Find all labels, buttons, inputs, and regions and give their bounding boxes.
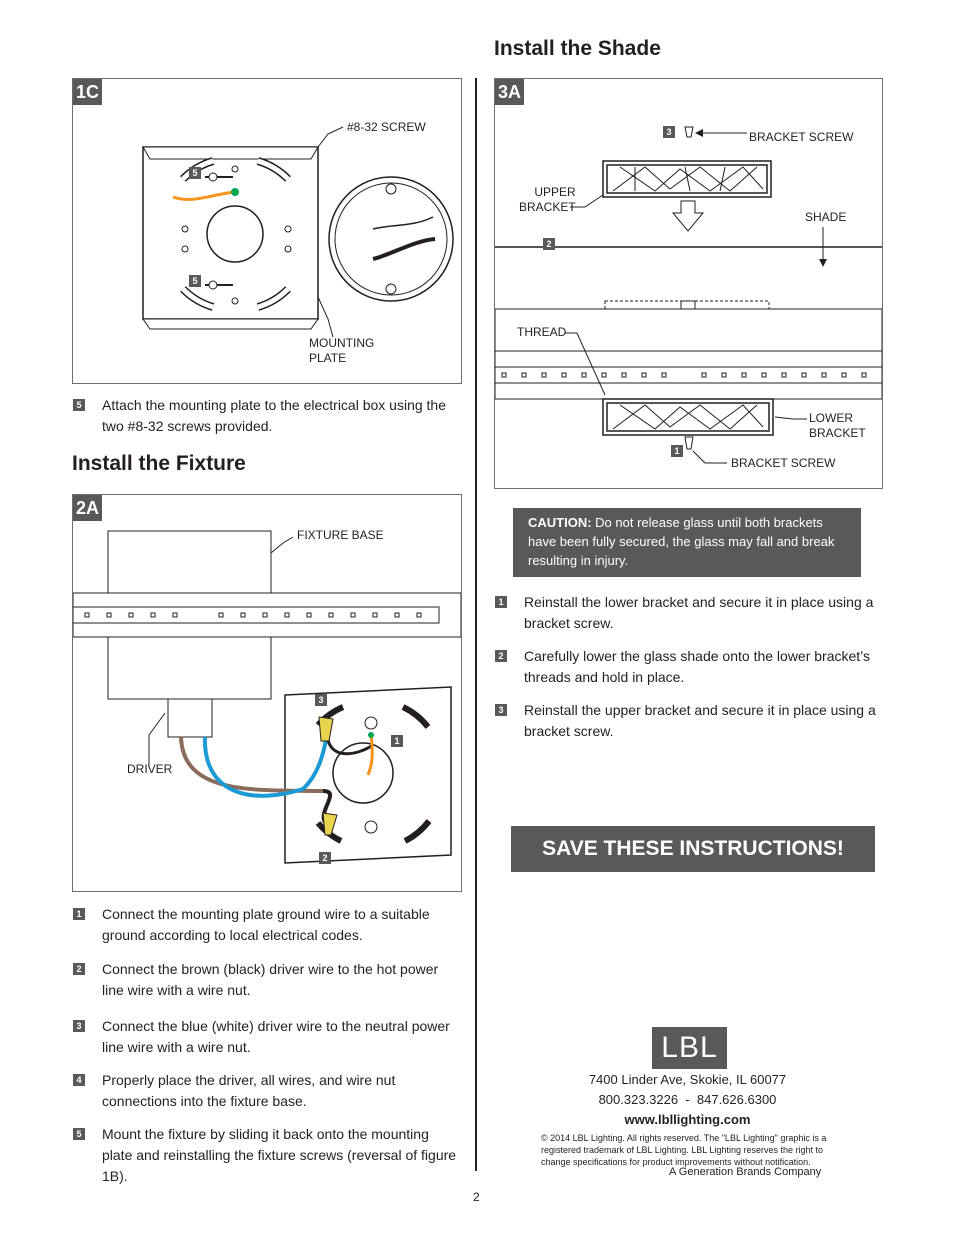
page-number: 2 [473, 1190, 480, 1204]
bracket-screw-top-label: BRACKET SCREW [749, 130, 854, 144]
badge-1-shade: 1 [671, 445, 683, 457]
mounting-plate-label-line1: MOUNTING [309, 336, 375, 350]
step-number: 4 [73, 1074, 85, 1086]
upper-bracket-label [519, 185, 576, 215]
column-divider [475, 78, 477, 1171]
mounting-plate-label [309, 336, 374, 366]
mounting-plate-label-line2: PLATE [309, 351, 347, 365]
badge-3: 3 [315, 694, 327, 706]
shade-step-3 [495, 700, 880, 742]
shade-step-1 [495, 592, 880, 634]
company-name: A Generation Brands Company [669, 1166, 822, 1178]
step-text: Mount the fixture by sliding it back onto the mounting plate and reinstalling the fixture screws (reversal of figure 1B). [102, 1126, 457, 1184]
fixture-step-2 [73, 959, 458, 1001]
badge-2-shade: 2 [543, 238, 555, 250]
save-instructions-banner: SAVE THESE INSTRUCTIONS! [511, 826, 875, 872]
step-text: Carefully lower the glass shade onto the lower bracket’s threads and hold in place. [524, 648, 871, 685]
figure-2a [72, 494, 462, 892]
fixture-step-5 [73, 1124, 458, 1187]
figure-tag-2a: 2A [73, 495, 102, 521]
step-number: 5 [73, 399, 85, 411]
step-number: 2 [495, 650, 507, 662]
phone-numbers: 800.323.3226 - 847.626.6300 [598, 1092, 777, 1107]
badge-5-bottom: 5 [189, 275, 201, 287]
step-text: Connect the mounting plate ground wire to a suitable ground according to local electrical codes. [102, 906, 430, 943]
lower-bracket-line1: LOWER [809, 411, 854, 425]
figure-tag-3a: 3A [495, 79, 524, 105]
fixture-step-1 [73, 904, 458, 946]
upper-bracket-line2: BRACKET [519, 200, 576, 214]
upper-bracket-line1: UPPER [534, 185, 576, 199]
step-number: 3 [495, 704, 507, 716]
fixture-base-label: FIXTURE BASE [297, 528, 384, 542]
figure-tag-1c: 1C [73, 79, 102, 105]
step-number: 1 [73, 908, 85, 920]
copyright-notice: © 2014 LBL Lighting. All rights reserved. The "LBL Lighting" graphic is a registered trademark of LBL Lighting. LBL Lighting reserves the right to change specifications for product improvements without notification. [541, 1133, 827, 1167]
badge-2: 2 [319, 852, 331, 864]
install-fixture-heading: Install the Fixture [72, 452, 246, 475]
driver-label: DRIVER [127, 762, 173, 776]
step-text: Connect the brown (black) driver wire to the hot power line wire with a wire nut. [102, 961, 439, 998]
step-number: 3 [73, 1020, 85, 1032]
address: 7400 Linder Ave, Skokie, IL 60077 [588, 1072, 787, 1087]
caution-box [513, 508, 861, 577]
step-number: 2 [73, 963, 85, 975]
lower-bracket-line2: BRACKET [809, 426, 866, 440]
figure-1c [72, 78, 462, 384]
caution-label: CAUTION: [528, 515, 592, 530]
lower-bracket-label [809, 411, 866, 441]
install-shade-heading: Install the Shade [494, 37, 661, 60]
badge-5-top: 5 [189, 167, 201, 179]
badge-3-shade: 3 [663, 126, 675, 138]
step-text: Connect the blue (white) driver wire to the neutral power line wire with a wire nut. [102, 1018, 450, 1055]
step-number: 5 [73, 1128, 85, 1140]
screw-label: #8-32 SCREW [347, 120, 426, 134]
shade-label: SHADE [805, 210, 847, 224]
step-number: 1 [495, 596, 507, 608]
figure-3a [494, 78, 883, 489]
website-link[interactable]: www.lbllighting.com [624, 1112, 751, 1127]
shade-step-2 [495, 646, 880, 688]
step-text: Reinstall the lower bracket and secure it in place using a bracket screw. [524, 594, 874, 631]
bracket-screw-bottom-label: BRACKET SCREW [731, 456, 836, 470]
lbl-logo: LBL [652, 1027, 727, 1069]
step-5-plate [73, 395, 458, 437]
thread-label: THREAD [517, 325, 567, 339]
badge-1: 1 [391, 735, 403, 747]
step-text: Reinstall the upper bracket and secure it in place using a bracket screw. [524, 702, 876, 739]
fixture-step-3 [73, 1016, 458, 1058]
caution-text: Do not release glass until both brackets have been fully secured, the glass may fall and break resulting in injury. [528, 515, 835, 568]
fixture-wiring-diagram [73, 495, 461, 891]
step-text: Attach the mounting plate to the electrical box using the two #8-32 screws provided. [102, 397, 446, 434]
step-text: Properly place the driver, all wires, and wire nut connections into the fixture base. [102, 1072, 396, 1109]
fixture-step-4 [73, 1070, 458, 1112]
